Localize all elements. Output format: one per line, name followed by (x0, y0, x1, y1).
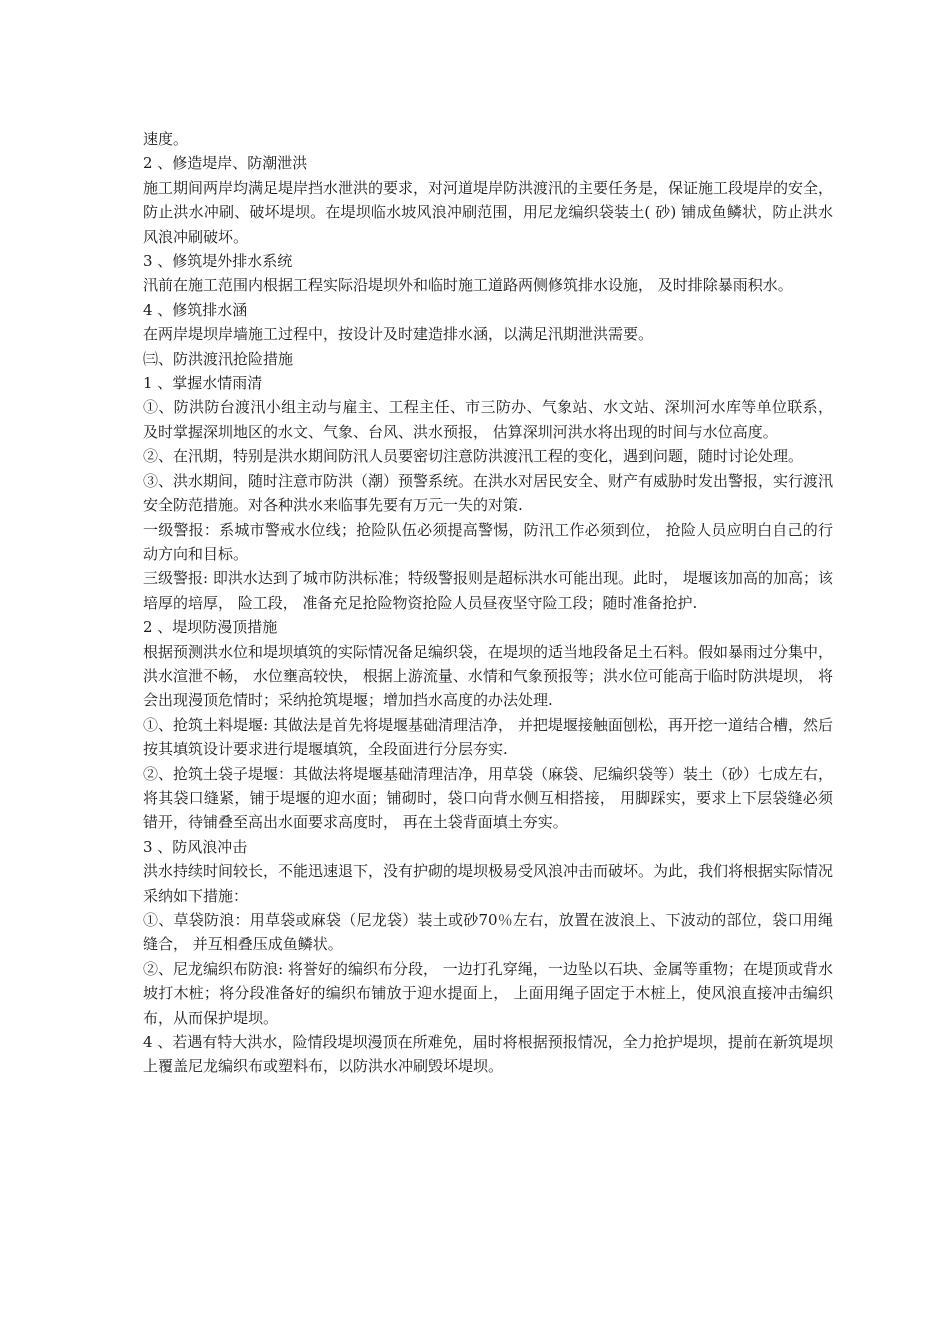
section-heading: 2 、修造堤岸、防潮泄洪 (143, 154, 308, 173)
paragraph: 根据预测洪水位和堤坝填筑的实际情况备足编织袋，在堤坝的适当地段备足土石料。假如暴雨过分集中，洪水渲泄不畅， 水位壅高较快， 根据上游流量、水情和气象预报等；洪水位可能高于临时防洪堤坝， 将会出现漫顶危情时；采纳抢筑堤堰；增加挡水高度的办法处理. (143, 642, 834, 710)
section-heading: 4 、修筑排水涵 (143, 300, 248, 319)
section-heading: 3 、防风浪冲击 (143, 837, 248, 856)
document-body (143, 127, 833, 1079)
paragraph: 洪水持续时间较长，不能迅速退下，没有护砌的堤坝极易受风浪冲击而破坏。为此，我们将根据实际情况采纳如下措施： (143, 862, 834, 905)
paragraph: ②、尼龙编织布防浪: 将誉好的编织布分段， 一边打孔穿绳，一边坠以石块、金属等重物；在堤顶或背水坡打木桩；将分段准备好的编织布铺放于迎水提面上， 上面用绳子固定于木桩上，使风浪直接冲击编织布，从而保护堤坝。 (143, 959, 833, 1027)
paragraph: ①、抢筑土料堤堰: 其做法是首先将堤堰基础清理洁净， 并把堤堰接触面刨松，再开挖一道结合槽，然后按其填筑设计要求进行堤堰填筑，全段面进行分层夯实. (143, 715, 833, 759)
paragraph: 4 、若遇有特大洪水，险情段堤坝漫顶在所难免，届时将根据预报情况，全力抢护堤坝，提前在新筑堤坝上覆盖尼龙编织布或塑料布，以防洪水冲刷毁坏堤坝。 (143, 1033, 833, 1076)
section-heading: 3 、修筑堤外排水系统 (143, 252, 293, 271)
section-heading: ㈢、防洪渡汛抢险措施 (143, 349, 294, 368)
section-heading: 2 、堤坝防漫顶措施 (143, 618, 278, 637)
paragraph: 汛前在施工范围内根据工程实际沿堤坝外和临时施工道路两侧修筑排水设施， 及时排除暴雨积水。 (143, 276, 793, 295)
paragraph: ③、洪水期间，随时注意市防洪（潮）预警系统。在洪水对居民安全、财产有威胁时发出警报，实行渡汛安全防范措施。对各种洪水来临事先要有万元一失的对策. (143, 471, 834, 515)
paragraph: 三级警报: 即洪水达到了城市防洪标准；特级警报则是超标洪水可能出现。此时， 堤堰该加高的加高；该培厚的培厚， 险工段， 准备充足抢险物资抢险人员昼夜坚守险工段；随时准备抢护. (143, 569, 833, 612)
section-heading: 1 、掌握水情雨清 (143, 374, 263, 393)
paragraph: ①、草袋防浪：用草袋或麻袋（尼龙袋）装土或砂70％左右，放置在波浪上、下波动的部位，袋口用绳缝合， 并互相叠压成鱼鳞状。 (143, 911, 833, 954)
paragraph: ②、在汛期，特别是洪水期间防汛人员要密切注意防洪渡汛工程的变化，遇到问题，随时讨论处理。 (143, 447, 804, 466)
paragraph: 速度。 (143, 130, 189, 148)
paragraph: ②、抢筑土袋子堤堰：其做法将堤堰基础清理洁净，用草袋（麻袋、尼编织袋等）装土（砂）七成左右，将其袋口缝紧，铺于堤堰的迎水面；铺砌时，袋口向背水侧互相搭接， 用脚踩实，要求上下层袋缝必须错开，待铺叠至高出水面要求高度时， 再在土袋背面填土夯实。 (143, 764, 834, 832)
paragraph: 一级警报：系城市警戒水位线；抢险队伍必须提高警惕，防汛工作必须到位， 抢险人员应明白自己的行动方向和目标。 (143, 520, 833, 563)
paragraph: ①、防洪防台渡汛小组主动与雇主、工程主任、市三防办、气象站、水文站、深圳河水库等单位联系， 及时掌握深圳地区的水文、气象、台风、洪水预报， 估算深圳河洪水将出现的时间与水位高度。 (143, 398, 833, 441)
paragraph: 施工期间两岸均满足堤岸挡水泄洪的要求，对河道堤岸防洪渡汛的主要任务是，保证施工段堤岸的安全，防止洪水冲刷、破坏堤坝。在堤坝临水坡风浪冲刷范围，用尼龙编织袋装土( 砂) 铺成鱼鳞状，防止洪水风浪冲刷破坏。 (143, 178, 834, 246)
paragraph: 在两岸堤坝岸墙施工过程中，按设计及时建造排水涵，以满足汛期泄洪需要。 (143, 325, 654, 344)
